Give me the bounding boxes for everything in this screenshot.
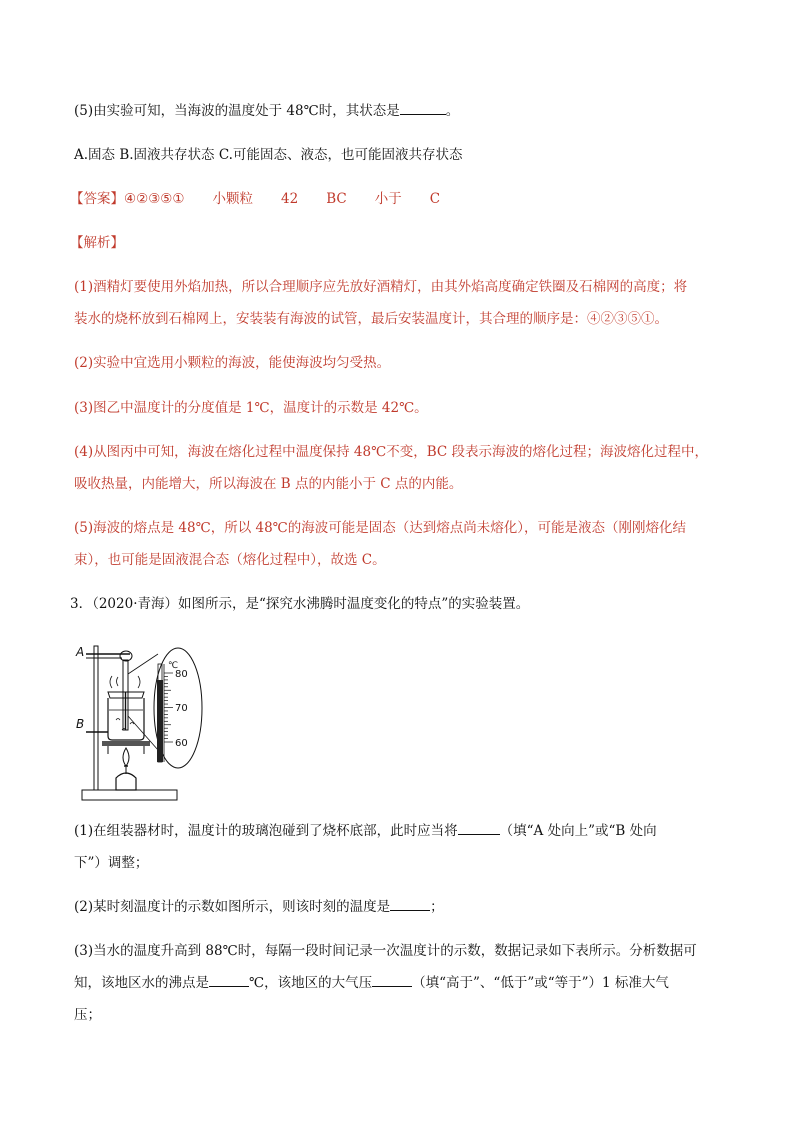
scale-label: 80: [175, 669, 188, 680]
apparatus-figure: [72, 640, 212, 808]
analysis-p2: (2)实验中宜选用小颗粒的海波，能使海波均匀受热。: [74, 355, 391, 371]
q5-stem: [74, 100, 459, 122]
analysis-p4-line2: 吸收热量，内能增大，所以海波在 B 点的内能小于 C 点的内能。: [74, 476, 463, 492]
q3-s3-prefix: 知，该地区水的沸点是: [74, 975, 209, 991]
q3-s1-blank: [458, 820, 500, 835]
q3-header: 3．（2020·青海）如图所示，是“探究水沸腾时温度变化的特点”的实验装置。: [70, 596, 530, 612]
q5-stem-prefix: (5)由实验可知，当海波的温度处于 48℃时，其状态是: [74, 103, 400, 119]
q3-s2-prefix: (2)某时刻温度计的示数如图所示，则该时刻的温度是: [74, 899, 391, 915]
analysis-label: 【解析】: [70, 235, 124, 251]
unit-label: ℃: [168, 661, 179, 671]
q3-s1-prefix: (1)在组装器材时，温度计的玻璃泡碰到了烧杯底部，此时应当将: [74, 823, 458, 839]
answer-value: BC: [326, 191, 347, 207]
analysis-p3: (3)图乙中温度计的分度值是 1℃，温度计的示数是 42℃。: [74, 400, 428, 416]
q5-stem-suffix: 。: [445, 103, 460, 119]
q5-options: A.固态 B.固液共存状态 C.可能固态、液态，也可能固液共存状态: [74, 147, 463, 163]
q3-s3-blank-boiling: [209, 972, 249, 987]
q3-s1-line1: [74, 820, 657, 842]
analysis-p4-line1: (4)从图丙中可知，海波在熔化过程中温度保持 48℃不变，BC 段表示海波的熔化过程；海波熔化过程中，: [74, 444, 708, 460]
q3-s2: [74, 896, 444, 918]
analysis-p5-line2: 束），也可能是固液混合态（熔化过程中），故选 C。: [74, 552, 386, 568]
q5-answer-blank: [400, 100, 446, 115]
stand-rod: [94, 646, 98, 790]
q3-s2-suffix: ；: [430, 899, 444, 915]
q3-s3-line2: [74, 972, 669, 994]
answer-label: 【答案】: [70, 191, 124, 207]
q3-s2-blank: [390, 896, 430, 911]
flame: [123, 748, 129, 766]
answer-value: ④②③⑤①: [124, 191, 185, 207]
analysis-p5-line1: (5)海波的熔点是 48℃，所以 48℃的海波可能是固态（达到熔点尚未熔化），可能是液态（刚刚熔化结: [74, 520, 687, 536]
asbestos-gauze: [102, 741, 150, 746]
scale-label: 70: [175, 703, 188, 714]
q3-s3-suffix: （填“高于”、“低于”或“等于”）1 标准大气: [412, 975, 669, 991]
answer-value: 小颗粒: [212, 191, 254, 207]
q3-s3-mid: ℃，该地区的大气压: [249, 975, 373, 991]
scale-label: 60: [175, 738, 188, 749]
label-a: A: [76, 645, 85, 659]
answer-value: 42: [281, 191, 299, 207]
answer-value: 小于: [374, 191, 402, 207]
label-b: B: [76, 717, 85, 731]
answer-line: [70, 188, 441, 210]
analysis-p1-line1: (1)酒精灯要使用外焰加热，所以合理顺序应先放好酒精灯，由其外焰高度确定铁圈及石棉网的高度；将: [74, 279, 688, 295]
q3-s3-line3: 压；: [74, 1007, 101, 1023]
q3-s1-line2: 下”）调整；: [74, 855, 149, 871]
q3-s3-blank-pressure: [372, 972, 412, 987]
q3-s1-suffix: （填“A 处向上”或“B 处向: [499, 823, 657, 839]
q3-s3-line1: (3)当水的温度升高到 88℃时，每隔一段时间记录一次温度计的示数，数据记录如下表所示。分析数据可: [74, 943, 697, 959]
steam: [110, 676, 140, 688]
answer-value: C: [429, 191, 441, 207]
analysis-p1-line2: 装水的烧杯放到石棉网上，安装装有海波的试管，最后安装温度计，其合理的顺序是：④②③⑤①。: [74, 311, 668, 327]
mercury-column: [157, 680, 163, 762]
alcohol-lamp: [116, 773, 136, 790]
stand-base: [82, 790, 177, 800]
